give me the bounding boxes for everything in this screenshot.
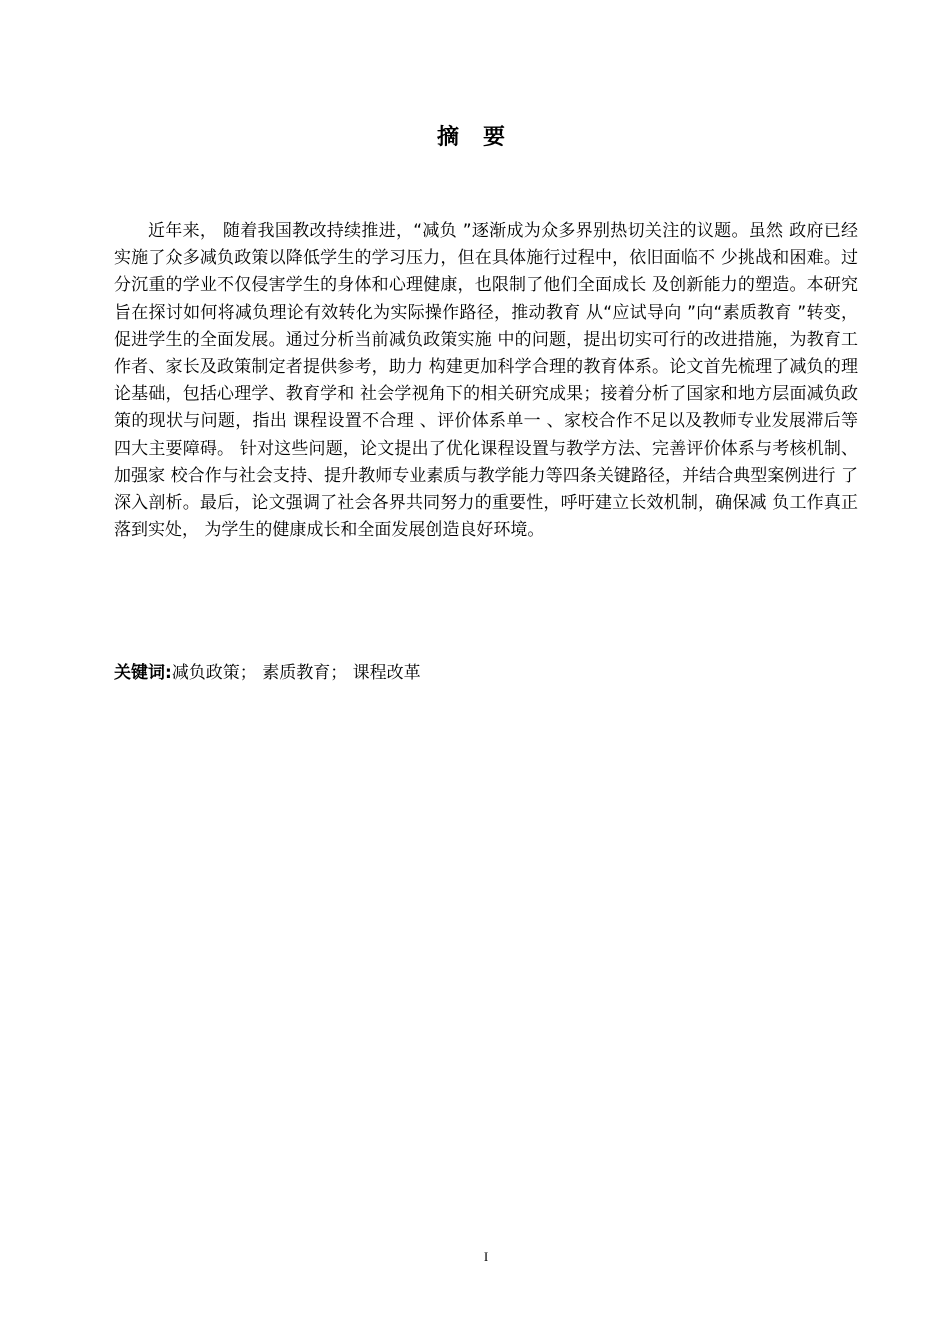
keywords-label: 关键词: [114, 663, 172, 683]
abstract-paragraph: 近年来， 随着我国教改持续推进，“减负 ”逐渐成为众多界别热切关注的议题。虽然 政府已经实施了众多减负政策以降低学生的学习压力，但在具体施行过程中，依旧面临不 少挑战和困难。过分沉重的学业不仅侵害学生的身体和心理健康，也限制了他们全面成长 及创新能力的塑造。本研究旨在探讨如何将减负理论有效转化为实际操作路径，推动教育 从“应试导向 ”向“素质教育 ”转变，促进学生的全面发展。通过分析当前减负政策实施 中的问题，提出切实可行的改进措施，为教育工作者、家长及政策制定者提供参考，助力 构建更加科学合理的教育体系。论文首先梳理了减负的理论基础，包括心理学、教育学和 社会学视角下的相关研究成果；接着分析了国家和地方层面减负政策的现状与问题，指出 课程设置不合理 、评价体系单一 、家校合作不足以及教师专业发展滞后等四大主要障碍。 针对这些问题，论文提出了优化课程设置与教学方法、完善评价体系与考核机制、加强家 校合作与社会支持、提升教师专业素质与教学能力等四条关键路径，并结合典型案例进行 了深入剖析。最后，论文强调了社会各界共同努力的重要性，呼吁建立长效机制，确保减 负工作真正落到实处， 为学生的健康成长和全面发展创造良好环境。 [114, 221, 858, 541]
page-number: I [483, 1249, 489, 1264]
abstract-title: 摘要 [436, 125, 529, 150]
keywords-line [114, 660, 858, 687]
keywords-list: 减负政策； 素质教育； 课程改革 [171, 663, 421, 683]
